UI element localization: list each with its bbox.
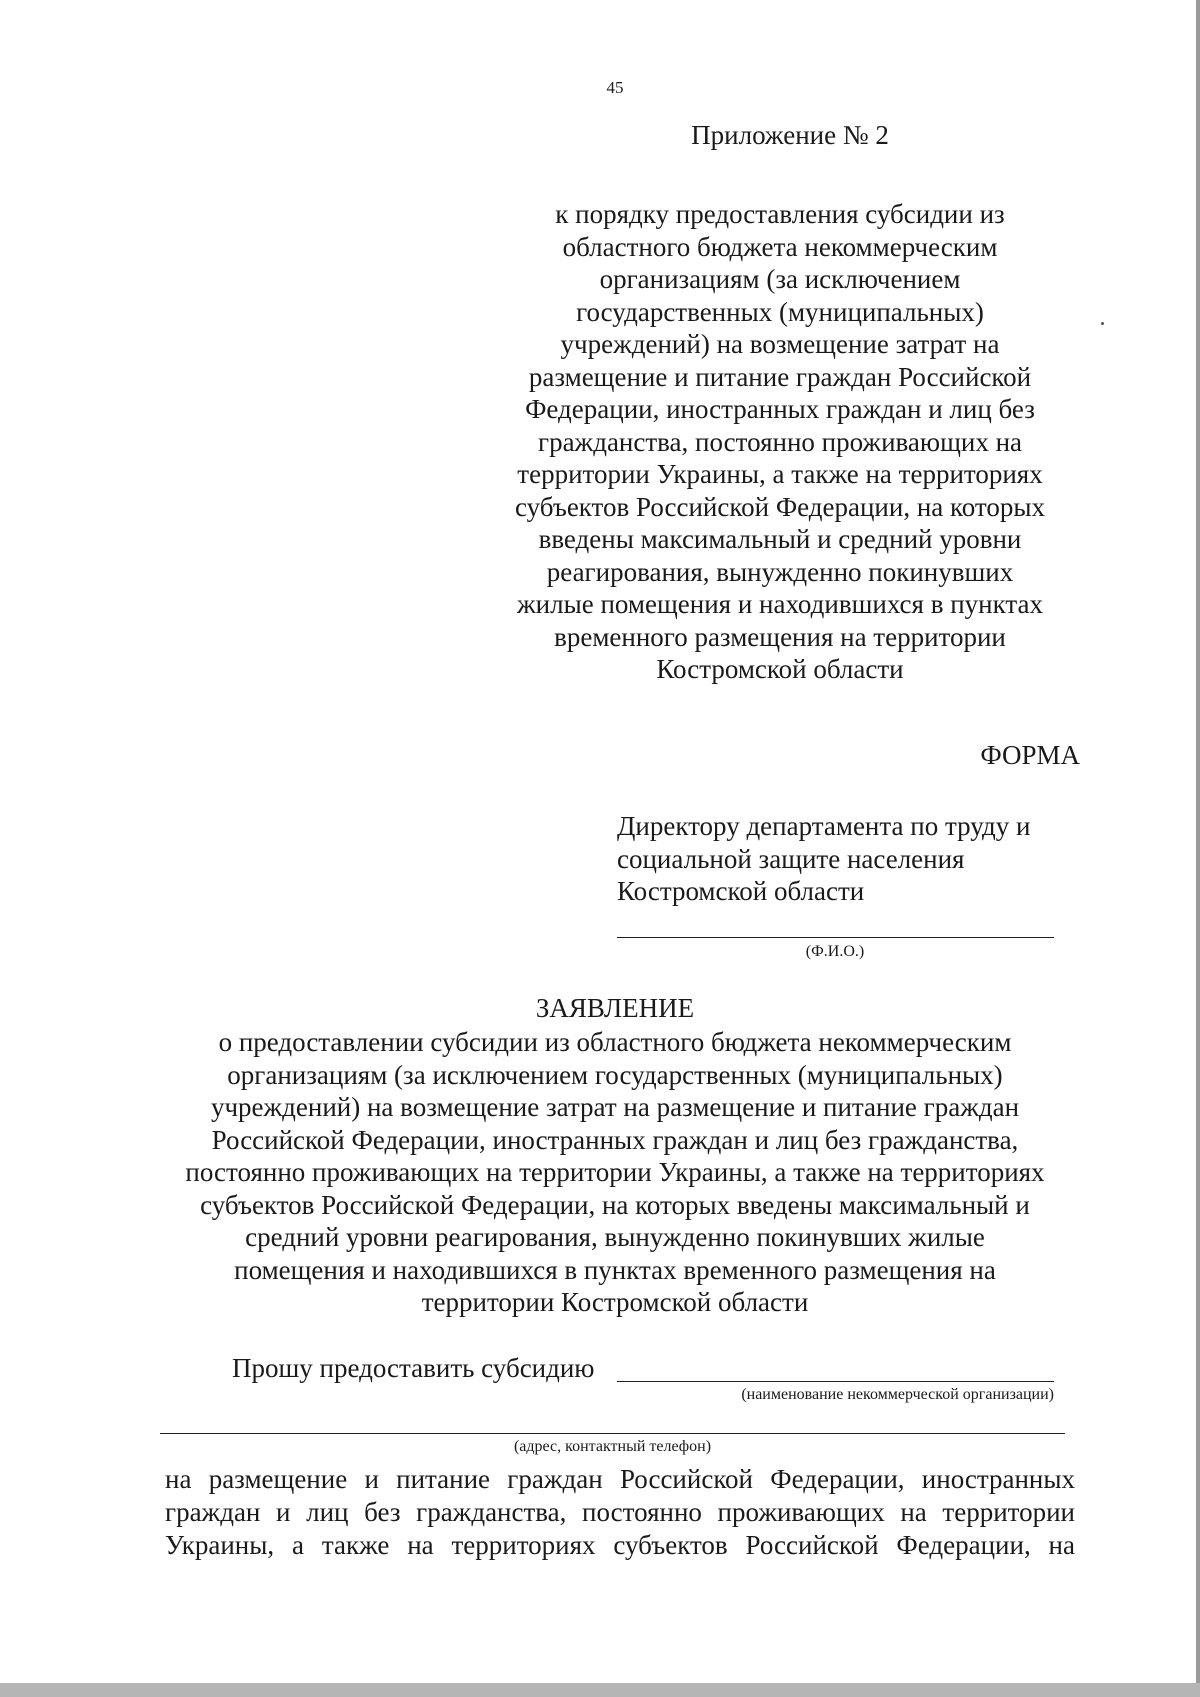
statement-line: средний уровни реагирования, вынужденно покинувших жилые — [245, 1222, 985, 1252]
appendix-line: областного бюджета некоммерческим — [562, 231, 998, 262]
appendix-line: временного размещения на территории — [554, 621, 1006, 652]
statement-subtitle — [150, 1026, 1080, 1319]
appendix-line: Костромской области — [656, 654, 904, 684]
organization-name-blank[interactable] — [617, 1381, 1054, 1382]
appendix-line: субъектов Российской Федерации, на которых — [515, 491, 1045, 522]
addressee-line: Костромской области — [617, 876, 865, 906]
statement-line: субъектов Российской Федерации, на которых введены максимальный и — [200, 1189, 1030, 1220]
fio-blank-line[interactable] — [617, 937, 1054, 938]
appendix-line: к порядку предоставления субсидии из — [555, 199, 1005, 229]
statement-line: Российской Федерации, иностранных граждан и лиц без гражданства, — [211, 1124, 1019, 1155]
appendix-line: гражданства, постоянно проживающих на — [538, 426, 1022, 457]
statement-line: территории Костромской области — [421, 1287, 809, 1317]
appendix-line: государственных (муниципальных) — [576, 296, 984, 327]
statement-line: о предоставлении субсидии из областного бюджета некоммерческим — [218, 1027, 1012, 1057]
appendix-line: размещение и питание граждан Российской — [528, 361, 1032, 392]
appendix-line: реагирования, вынужденно покинувших — [546, 556, 1014, 587]
statement-line: постоянно проживающих на территории Украины, а также на территориях — [185, 1157, 1045, 1187]
appendix-text — [490, 198, 1070, 686]
appendix-line: территории Украины, а также на территориях — [517, 459, 1043, 489]
request-text: Прошу предоставить субсидию — [232, 1353, 595, 1383]
addressee-line: социальной защите населения — [617, 843, 965, 874]
fio-caption: (Ф.И.О.) — [805, 943, 865, 960]
appendix-line: введены максимальный и средний уровни — [538, 524, 1022, 554]
paragraph-line: Украины, а также на территориях субъектов Российской Федерации, на — [165, 1530, 1075, 1560]
statement-line: помещения и находившихся в пунктах временного размещения на — [234, 1254, 996, 1285]
paragraph-line: на размещение и питание граждан Российской Федерации, иностранных — [165, 1464, 1075, 1494]
scan-edge-right — [1196, 0, 1200, 1697]
scan-edge-bottom — [0, 1683, 1200, 1697]
page-number: 45 — [606, 78, 624, 97]
statement-line: учреждений) на возмещение затрат на размещение и питание граждан — [210, 1092, 1020, 1122]
appendix-line: жилые помещения и находившихся в пунктах — [517, 589, 1043, 619]
appendix-line: учреждений) на возмещение затрат на — [560, 329, 1000, 359]
appendix-line: организациям (за исключением — [599, 264, 961, 294]
statement-line: организациям (за исключением государственных (муниципальных) — [227, 1059, 1003, 1090]
statement-title: ЗАЯВЛЕНИЕ — [535, 993, 695, 1023]
addressee-line: Директору департамента по труду и — [617, 811, 1031, 841]
addressee-block — [617, 810, 1087, 908]
address-phone-caption: (адрес, контактный телефон) — [513, 1438, 712, 1455]
request-paragraph — [165, 1463, 1075, 1562]
address-phone-blank[interactable] — [160, 1433, 1065, 1434]
form-label: ФОРМА — [980, 740, 1080, 770]
paragraph-line: граждан и лиц без гражданства, постоянно проживающих на территории — [165, 1497, 1075, 1527]
appendix-title: Приложение № 2 — [691, 120, 889, 150]
appendix-line: Федерации, иностранных граждан и лиц без — [525, 394, 1035, 424]
scan-speck — [1101, 322, 1104, 325]
organization-name-caption: (наименование некоммерческой организации) — [741, 1386, 1054, 1403]
